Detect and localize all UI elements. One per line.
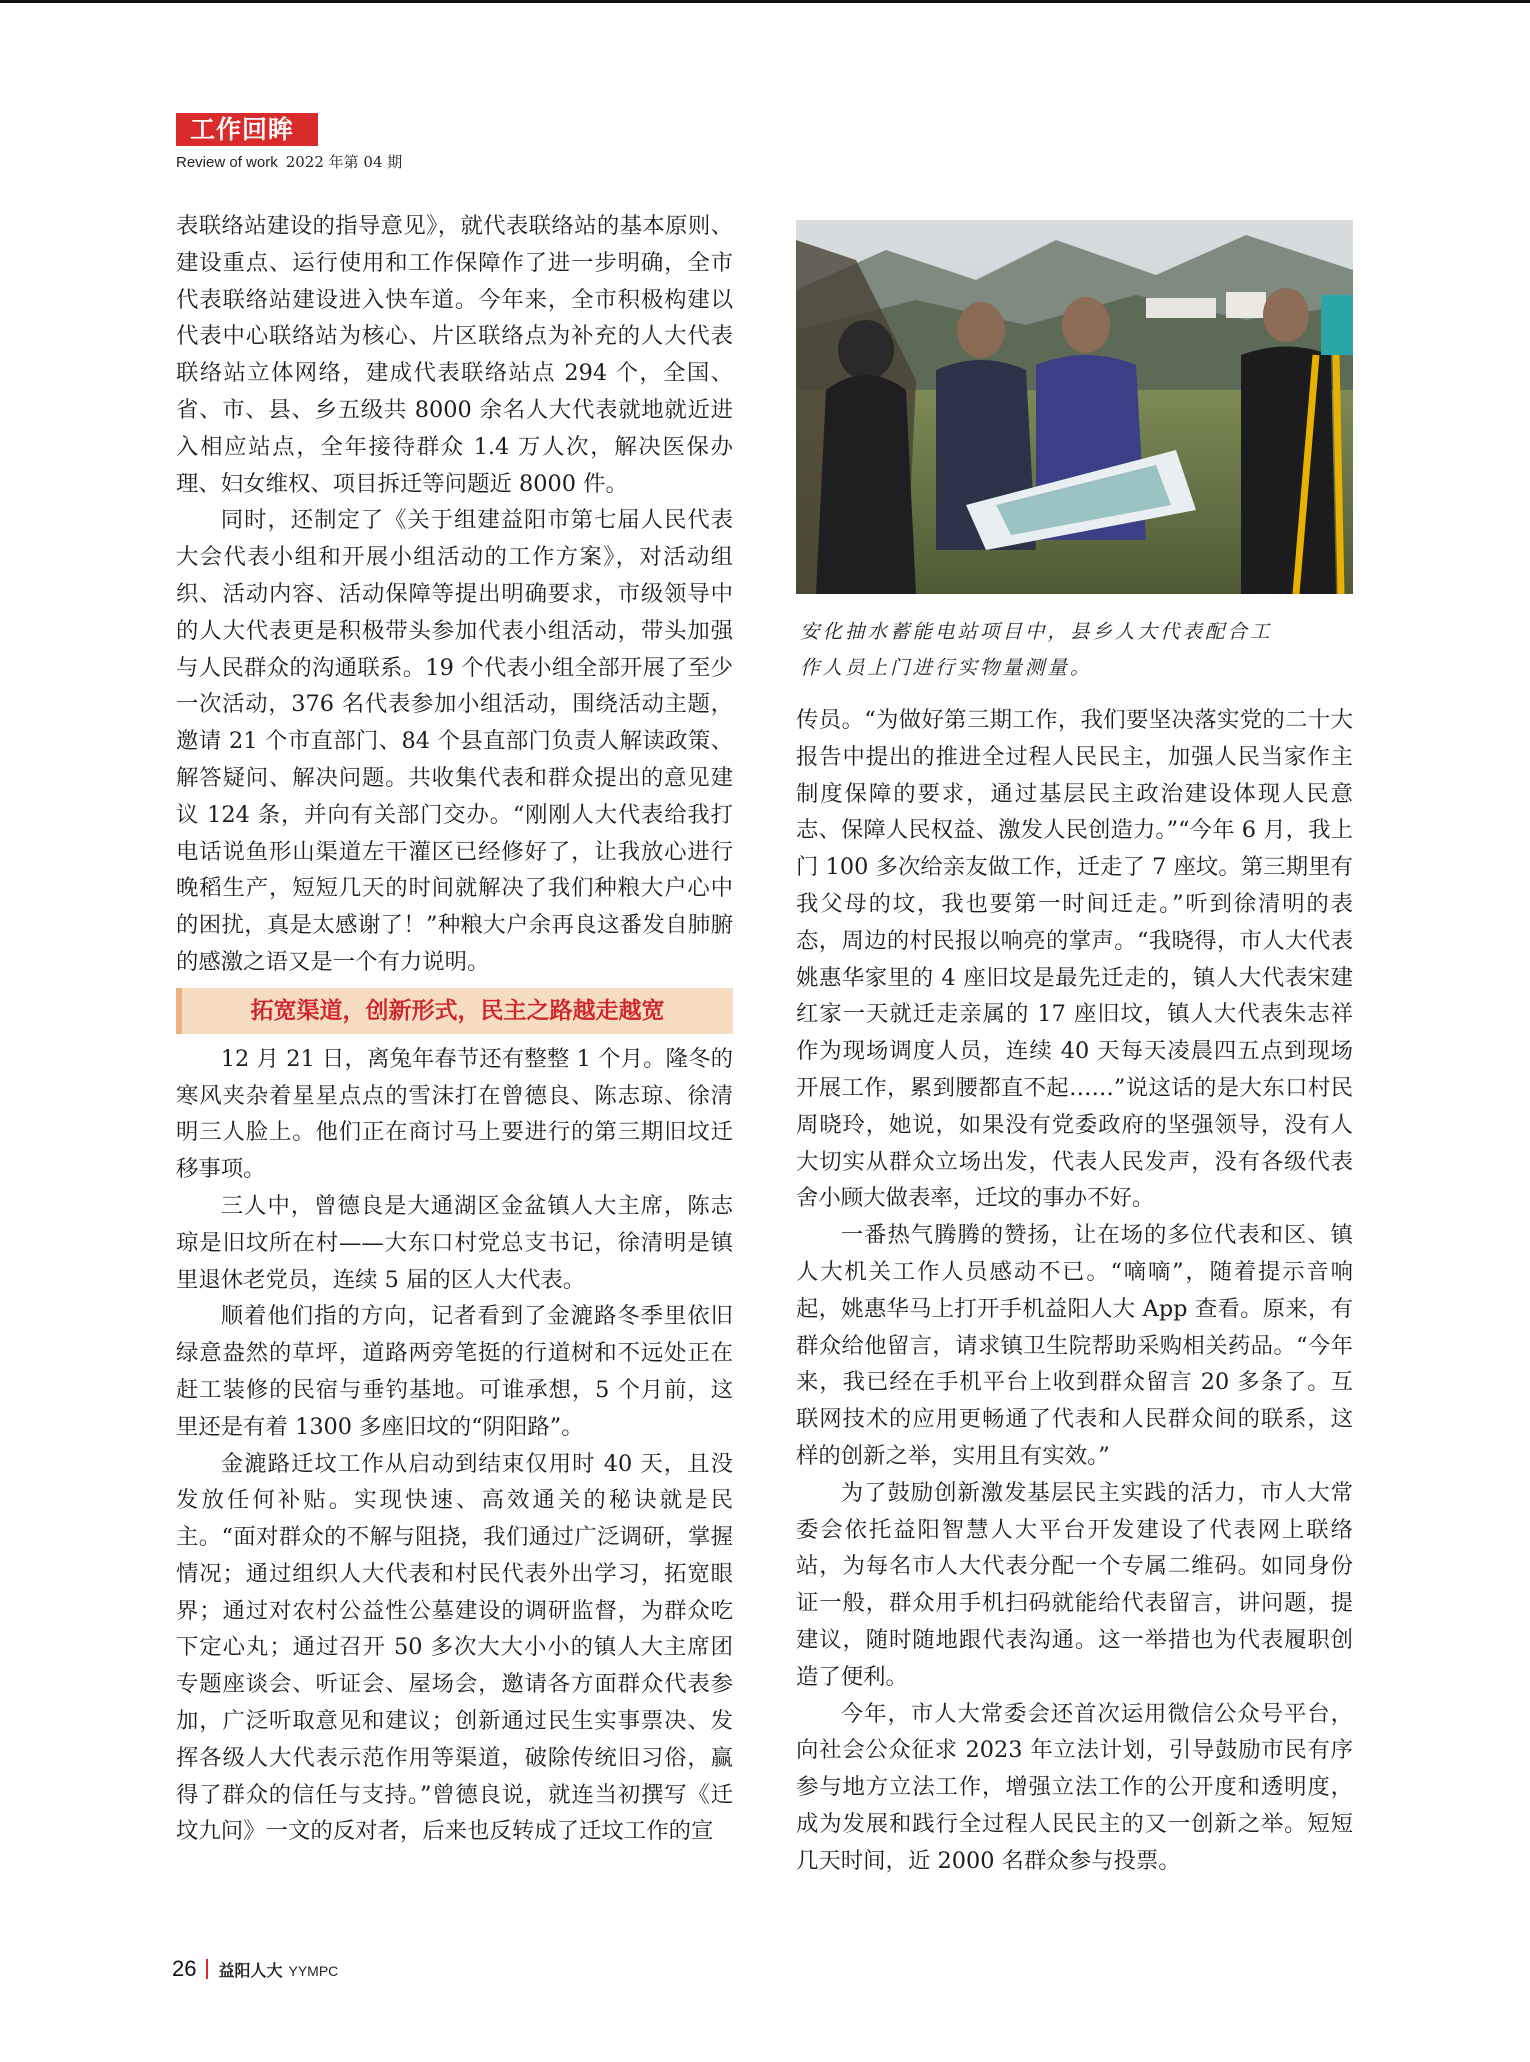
section-subtitle <box>176 151 402 172</box>
subheading: 拓宽渠道，创新形式，民主之路越走越宽 <box>176 988 733 1034</box>
right-column <box>796 702 1353 1880</box>
section-subtitle-en: Review of work <box>176 154 278 171</box>
paragraph: 传员。“为做好第三期工作，我们要坚决落实党的二十大报告中提出的推进全过程人民民主，加强人民当家作主制度保障的要求，通过基层民主政治建设体现人民意志、保障人民权益、激发人民创造力。”“今年 6 月，我上门 100 多次给亲友做工作，迁走了 7 座坟。第三期里有我父母的坟，我也要第一时间迁走。”听到徐清明的表态，周边的村民报以响亮的掌声。“我晓得，市人大代表姚惠华家里的 4 座旧坟是最先迁走的，镇人大代表宋建红家一天就迁走亲属的 17 座旧坟，镇人大代表朱志祥作为现场调度人员，连续 40 天每天凌晨四五点到现场开展工作，累到腰都直不起……”说这话的是大东口村民周晓玲，她说，如果没有党委政府的坚强领导，没有人大切实从群众立场出发，代表人民发声，没有各级代表舍小顾大做表率，迁坟的事办不好。 <box>796 707 1353 1212</box>
section-tag: 工作回眸 <box>176 113 318 146</box>
paragraph: 12 月 21 日，离兔年春节还有整整 1 个月。隆冬的寒风夹杂着星星点点的雪沫打在曾德良、陈志琼、徐清明三人脸上。他们正在商讨马上要进行的第三期旧坟迁移事项。 <box>176 1045 733 1183</box>
footer-divider <box>206 1959 208 1979</box>
caption-line: 作人员上门进行实物量测量。 <box>800 656 1093 679</box>
left-column <box>176 208 733 1850</box>
paragraph: 顺着他们指的方向，记者看到了金漉路冬季里依旧绿意盎然的草坪，道路两旁笔挺的行道树和不远处正在赶工装修的民宿与垂钓基地。可谁承想，5 个月前，这里还是有着 1300 多座旧坟的“阴阳路”。 <box>176 1303 733 1440</box>
paragraph: 三人中，曾德良是大通湖区金盆镇人大主席，陈志琼是旧坟所在村——大东口村党总支书记，徐清明是镇里退休老党员，连续 5 届的区人大代表。 <box>176 1192 733 1293</box>
photo-caption <box>800 614 1357 686</box>
publication-name: 益阳人大 <box>218 1961 283 1980</box>
caption-line: 安化抽水蓄能电站项目中，县乡人大代表配合工 <box>800 620 1273 643</box>
paragraph: 为了鼓励创新激发基层民主实践的活力，市人大常委会依托益阳智慧人大平台开发建设了代表网上联络站，为每名市人大代表分配一个专属二维码。如同身份证一般，群众用手机扫码就能给代表留言，讲问题，提建议，随时随地跟代表沟通。这一举措也为代表履职创造了便利。 <box>796 1479 1353 1690</box>
page-footer <box>172 1956 338 1982</box>
paragraph: 表联络站建设的指导意见》，就代表联络站的基本原则、建设重点、运行使用和工作保障作了进一步明确，全市代表联络站建设进入快车道。今年来，全市积极构建以代表中心联络站为核心、片区联络点为补充的人大代表联络站立体网络，建成代表联络站点 294 个，全国、省、市、县、乡五级共 8000 余名人大代表就地就近进入相应站点，全年接待群众 1.4 万人次，解决医保办理、妇女维权、项目拆迁等问题近 8000 件。 <box>176 213 733 497</box>
issue-label: 2022 年第 04 期 <box>285 153 403 171</box>
paragraph: 一番热气腾腾的赞扬，让在场的多位代表和区、镇人大机关工作人员感动不已。“嘀嘀”，随着提示音响起，姚惠华马上打开手机益阳人大 App 查看。原来，有群众给他留言，请求镇卫生院帮助采购相关药品。“今年来，我已经在手机平台上收到群众留言 20 多条了。互联网技术的应用更畅通了代表和人民群众间的联系，这样的创新之举，实用且有实效。” <box>796 1222 1353 1469</box>
paragraph: 金漉路迁坟工作从启动到结束仅用时 40 天，且没发放任何补贴。实现快速、高效通关的秘诀就是民主。“面对群众的不解与阻挠，我们通过广泛调研，掌握情况；通过组织人大代表和村民代表外出学习，拓宽眼界；通过对农村公益性公墓建设的调研监督，为群众吃下定心丸；通过召开 50 多次大大小小的镇人大主席团专题座谈会、听证会、屋场会，邀请各方面群众代表参加，广泛听取意见和建议；创新通过民生实事票决、发挥各级人大代表示范作用等渠道，破除传统旧习俗，赢得了群众的信任与支持。”曾德良说，就连当初撰写《迁坟九问》一文的反对者，后来也反转成了迁坟工作的宣 <box>176 1450 733 1845</box>
publication-code: YYMPC <box>288 1963 339 1979</box>
paragraph: 今年，市人大常委会还首次运用微信公众号平台，向社会公众征求 2023 年立法计划，引导鼓励市民有序参与地方立法工作，增强立法工作的公开度和透明度，成为发展和践行全过程人民民主的又一创新之举。短短几天时间，近 2000 名群众参与投票。 <box>796 1700 1353 1874</box>
page-number: 26 <box>172 1956 197 1981</box>
paragraph: 同时，还制定了《关于组建益阳市第七届人民代表大会代表小组和开展小组活动的工作方案》，对活动组织、活动内容、活动保障等提出明确要求，市级领导中的人大代表更是积极带头参加代表小组活动，带头加强与人民群众的沟通联系。19 个代表小组全部开展了至少一次活动，376 名代表参加小组活动，围绕活动主题，邀请 21 个市直部门、84 个县直部门负责人解读政策、解答疑问、解决问题。共收集代表和群众提出的意见建议 124 条，并向有关部门交办。“刚刚人大代表给我打电话说鱼形山渠道左干灌区已经修好了，让我放心进行晚稻生产，短短几天的时间就解决了我们种粮大户心中的困扰，真是太感谢了！”种粮大户余再良这番发自肺腑的感激之语又是一个有力说明。 <box>176 507 733 975</box>
photo-illustration <box>796 220 1353 594</box>
top-rule <box>0 0 1530 3</box>
news-photo <box>796 220 1353 594</box>
